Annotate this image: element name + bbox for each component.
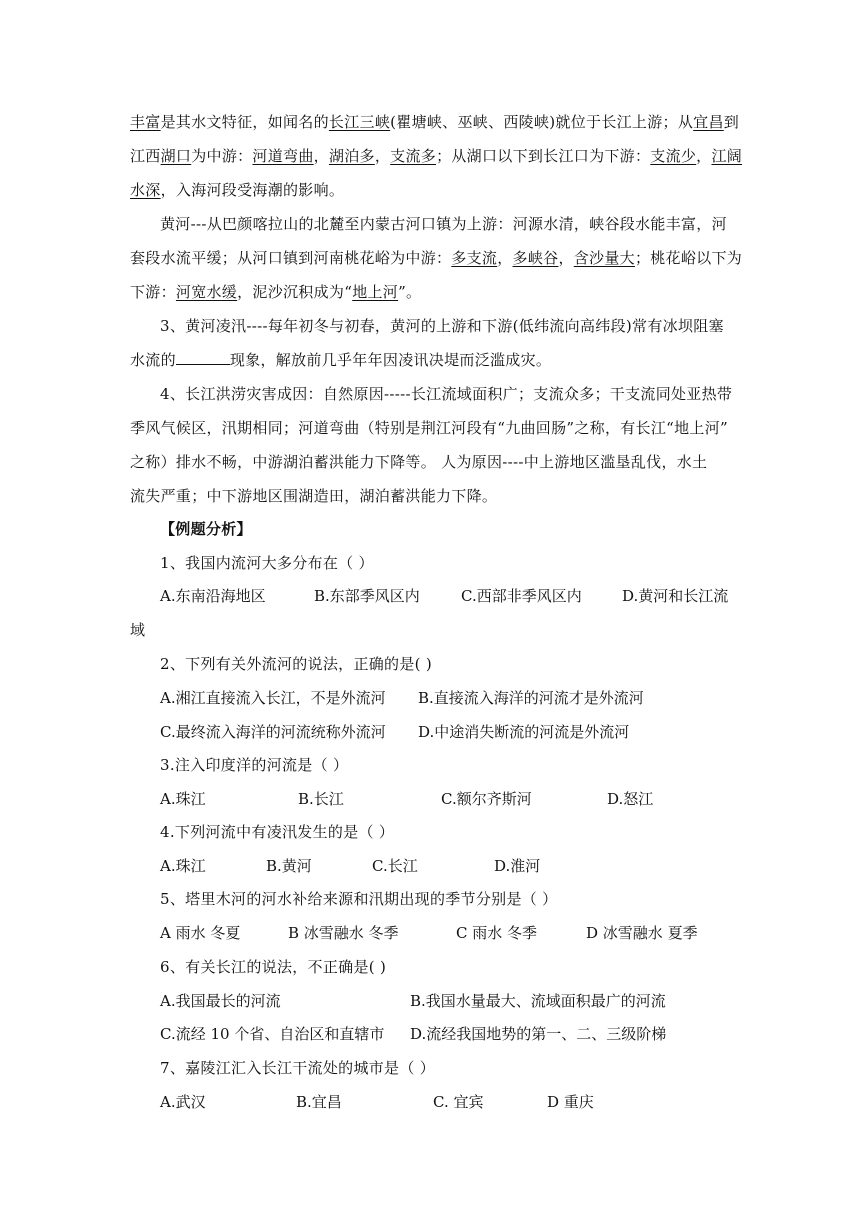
underlined-term: 水深	[130, 181, 161, 199]
question-5: 5、塔里木河的河水补给来源和汛期出现的季节分别是（ ）	[160, 890, 558, 908]
q6-option-c: C.流经 10 个省、自治区和直辖市	[160, 1025, 385, 1043]
q6-option-d: D.流经我国地势的第一、二、三级阶梯	[410, 1025, 667, 1043]
q3-option-b: B.长江	[298, 790, 344, 808]
q1-option-b: B.东部季风区内	[314, 587, 420, 605]
para1-line2: 江西湖口为中游：河道弯曲，湖泊多，支流多；从湖口以下到长江口为下游：支流少，江阔	[130, 147, 743, 165]
q1-option-c: C.西部非季风区内	[461, 587, 582, 605]
question-4: 4.下列河流中有凌汛发生的是（ ）	[160, 823, 395, 841]
q2-option-c: C.最终流入海洋的河流统称外流河	[160, 723, 386, 741]
para4-line2: 季风气候区，汛期相同；河道弯曲（特别是荆江河段有“九曲回肠”之称，有长江“地上河”	[130, 419, 728, 437]
underlined-term: 丰富	[130, 113, 161, 131]
underlined-term: 河宽水缓	[175, 283, 238, 301]
underlined-term: 支流少	[650, 147, 697, 165]
q1-option-d: D.黄河和长江流	[622, 587, 729, 605]
para4-line4: 流失严重；中下游地区围湖造田，湖泊蓄洪能力下降。	[130, 487, 498, 505]
section-title: 【例题分析】	[160, 520, 252, 538]
underlined-term: 河道弯曲	[252, 147, 314, 165]
underlined-term: 宜昌	[693, 113, 724, 131]
q2-option-a: A.湘江直接流入长江，不是外流河	[160, 689, 386, 707]
underlined-term: 多支流	[451, 249, 498, 267]
underlined-term: 湖泊多	[328, 147, 375, 165]
q1-option-d-wrap: 域	[130, 621, 146, 639]
question-2: 2、下列有关外流河的说法，正确的是( )	[160, 655, 433, 673]
q2-option-d: D.中途消失断流的河流是外流河	[418, 723, 630, 741]
q3-option-a: A.珠江	[160, 790, 206, 808]
q7-option-a: A.武汉	[160, 1093, 206, 1111]
q5-option-c: C 雨水 冬季	[456, 924, 538, 942]
q3-option-c: C.额尔齐斯河	[441, 790, 532, 808]
para3-line2: 水流的 现象，解放前几乎年年因凌讯决堤而泛滥成灾。	[130, 351, 552, 369]
underlined-term: 支流多	[390, 147, 437, 165]
q6-option-b: B.我国水量最大、流域面积最广的河流	[410, 992, 666, 1010]
q5-option-a: A 雨水 冬夏	[160, 924, 241, 942]
question-3: 3.注入印度洋的河流是（ ）	[160, 756, 349, 774]
para4-line3: 之称）排水不畅，中游湖泊蓄洪能力下降等。 人为原因----中上游地区滥垦乱伐，水土	[130, 453, 708, 471]
underlined-term: 含沙量大	[573, 249, 635, 267]
para2-line3: 下游：河宽水缓，泥沙沉积成为“地上河”。	[130, 283, 422, 301]
underlined-term: 湖口	[160, 147, 192, 165]
q5-option-d: D 冰雪融水 夏季	[586, 924, 698, 942]
underlined-term: 地上河	[352, 283, 399, 301]
fill-blank	[176, 350, 230, 365]
question-1: 1、我国内流河大多分布在（ ）	[160, 554, 374, 572]
para1-line1: 丰富是其水文特征，如闻名的长江三峡(瞿塘峡、巫峡、西陵峡)就位于长江上游；从宜昌到	[130, 113, 740, 131]
q5-option-b: B 冰雪融水 冬季	[288, 924, 399, 942]
q4-option-d: D.淮河	[494, 857, 541, 875]
underlined-term: 江阔	[711, 147, 743, 165]
q7-option-b: B.宜昌	[296, 1093, 342, 1111]
para4-line1: 4、长江洪涝灾害成因：自然原因-----长江流域面积广；支流众多；干支流同处亚热带	[160, 385, 733, 403]
q4-option-a: A.珠江	[160, 857, 206, 875]
para3-line1: 3、黄河凌汛----每年初冬与初春，黄河的上游和下游(低纬流向高纬段)常有冰坝阻塞	[160, 317, 724, 335]
underlined-term: 多峡谷	[512, 249, 559, 267]
q4-option-b: B.黄河	[266, 857, 312, 875]
q1-option-a: A.东南沿海地区	[160, 587, 266, 605]
para1-line3: 水深，入海河段受海潮的影响。	[130, 181, 345, 199]
q7-option-d: D 重庆	[547, 1093, 594, 1111]
question-7: 7、嘉陵江汇入长江干流处的城市是（ ）	[160, 1059, 436, 1077]
q6-option-a: A.我国最长的河流	[160, 992, 281, 1010]
question-6: 6、有关长江的说法，不正确是( )	[160, 958, 387, 976]
para2-line1: 黄河---从巴颜喀拉山的北麓至内蒙古河口镇为上游：河源水清，峡谷段水能丰富，河	[160, 215, 727, 233]
underlined-term: 长江三峡	[328, 113, 391, 131]
q7-option-c: C. 宜宾	[433, 1093, 484, 1111]
q3-option-d: D.怒江	[607, 790, 654, 808]
para2-line2: 套段水流平缓；从河口镇到河南桃花峪为中游：多支流，多峡谷，含沙量大；桃花峪以下为	[130, 249, 743, 267]
q4-option-c: C.长江	[372, 857, 418, 875]
q2-option-b: B.直接流入海洋的河流才是外流河	[418, 689, 644, 707]
